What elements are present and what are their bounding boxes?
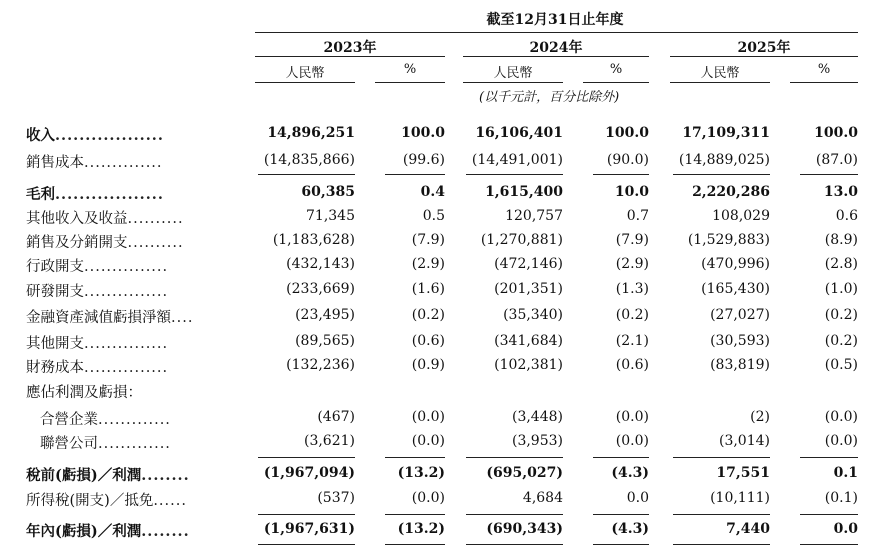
leader-dots: ............... [84, 336, 169, 352]
cell-percent: 10.0 [614, 184, 649, 200]
cell-amount: (1,270,881) [480, 232, 563, 248]
sum-rule-pretax-2023 [258, 457, 355, 458]
cell-percent: 0.4 [420, 184, 445, 200]
sum-rule-pretax-2025 [673, 457, 770, 458]
row-label-text: 所得稅(開支)／抵免 [26, 493, 154, 509]
total-rule-2024 [466, 544, 563, 545]
row-label [40, 408, 171, 429]
total-rule-2025-pct [800, 544, 858, 545]
sum-rule-cost-2023-pct [385, 174, 445, 175]
year-2025: 2025年 [737, 40, 791, 56]
row-label [26, 306, 193, 327]
cell-amount: 17,551 [716, 465, 770, 481]
row-label [26, 356, 168, 377]
cell-amount: (233,669) [286, 281, 355, 297]
cell-amount: (470,996) [701, 256, 770, 272]
leader-dots: ............... [84, 284, 169, 300]
leader-dots: .......... [127, 211, 184, 227]
cell-percent: (2.9) [615, 256, 649, 272]
cell-percent: (0.2) [615, 307, 649, 323]
cell-amount: 2,220,286 [692, 184, 770, 200]
year-rule-2025 [670, 56, 858, 57]
cell-amount: (1,967,094) [263, 465, 355, 481]
cell-percent: (99.6) [402, 152, 445, 168]
cell-amount: (472,146) [494, 256, 563, 272]
cell-percent: (0.2) [411, 307, 445, 323]
cell-percent: (2.1) [615, 333, 649, 349]
cell-amount: 71,345 [306, 208, 355, 224]
row-label-text: 行政開支 [26, 259, 84, 275]
row-label-text: 財務成本 [26, 360, 84, 376]
cell-percent: (0.2) [824, 307, 858, 323]
cell-amount: 14,896,251 [267, 125, 355, 141]
cell-percent: 0.0 [833, 521, 858, 537]
cell-amount: (1,967,631) [263, 521, 355, 537]
leader-dots: ............... [84, 360, 169, 376]
row-label [26, 280, 168, 301]
row-label [26, 183, 164, 204]
cell-amount: 7,440 [726, 521, 770, 537]
cell-percent: (0.2) [824, 333, 858, 349]
cell-percent: (87.0) [815, 152, 858, 168]
leader-dots: .... [171, 310, 194, 326]
cell-amount: 120,757 [505, 208, 563, 224]
cell-percent: (13.2) [397, 465, 445, 481]
cell-amount: (537) [317, 490, 355, 506]
year-rule-2023 [255, 56, 445, 57]
total-rule-2023 [258, 544, 355, 545]
year-rule-2024 [463, 56, 649, 57]
sub-rule-rmb-2023 [255, 82, 355, 83]
cell-amount: (432,143) [286, 256, 355, 272]
cell-percent: (2.8) [824, 256, 858, 272]
leader-dots: ............. [98, 412, 171, 428]
cell-percent: (13.2) [397, 521, 445, 537]
row-label-text: 毛利 [26, 186, 55, 203]
row-label-text: 應佔利潤及虧損： [26, 385, 142, 401]
leader-dots: ............. [98, 436, 171, 452]
year-2023: 2023年 [323, 40, 377, 56]
cell-percent: (0.0) [615, 433, 649, 449]
cell-amount: (35,340) [503, 307, 563, 323]
sub-rule-rmb-2024 [463, 82, 563, 83]
cell-amount: (10,111) [710, 490, 770, 506]
sum-rule-cost-2023 [258, 174, 355, 175]
row-label [26, 151, 163, 172]
sum-rule-pretax-2023-pct [385, 457, 445, 458]
cell-percent: (0.0) [615, 409, 649, 425]
sum-rule-cost-2025 [673, 174, 770, 175]
row-label [26, 231, 184, 252]
sub-rule-rmb-2025 [670, 82, 770, 83]
leader-dots: .......... [127, 235, 184, 251]
cell-amount: (14,835,866) [263, 152, 355, 168]
row-label-text: 收入 [26, 127, 55, 144]
cell-percent: (4.3) [611, 521, 649, 537]
cell-amount: (83,819) [710, 357, 770, 373]
cell-percent: (0.6) [615, 357, 649, 373]
cell-amount: (3,953) [511, 433, 563, 449]
cell-percent: (1.0) [824, 281, 858, 297]
row-label-text: 其他收入及收益 [26, 211, 128, 227]
cell-percent: (2.9) [411, 256, 445, 272]
col-pct-2024: % [609, 62, 623, 77]
sum-rule-tax-2023 [258, 514, 355, 515]
cell-amount: (132,236) [286, 357, 355, 373]
sum-rule-cost-2024-pct [593, 174, 649, 175]
cell-amount: (2) [750, 409, 770, 425]
cell-percent: (0.1) [824, 490, 858, 506]
sum-rule-tax-2024-pct [593, 514, 649, 515]
row-label-text: 稅前(虧損)／利潤 [26, 467, 142, 484]
cell-amount: (3,621) [303, 433, 355, 449]
cell-amount: (1,183,628) [272, 232, 355, 248]
row-label [26, 464, 190, 485]
cell-amount: (690,343) [486, 521, 563, 537]
row-label-text: 其他開支 [26, 336, 84, 352]
cell-amount: (89,565) [295, 333, 355, 349]
sum-rule-pretax-2024 [466, 457, 563, 458]
cell-percent: (0.6) [411, 333, 445, 349]
cell-amount: (341,684) [494, 333, 563, 349]
row-label-text: 聯營公司 [40, 436, 98, 452]
col-rmb-2025: 人民幣 [700, 66, 740, 81]
cell-amount: (165,430) [701, 281, 770, 297]
col-rmb-2023: 人民幣 [285, 66, 325, 81]
cell-percent: 100.0 [401, 125, 445, 141]
sum-rule-cost-2024 [466, 174, 563, 175]
unit-note: (以千元計，百分比除外) [479, 90, 620, 105]
total-rule-2024-pct [593, 544, 649, 545]
sum-rule-tax-2025 [673, 514, 770, 515]
cell-amount: 1,615,400 [485, 184, 563, 200]
row-label-text: 金融資產減值虧損淨額 [26, 310, 171, 326]
cell-percent: 0.7 [626, 208, 649, 224]
sum-rule-pretax-2024-pct [593, 457, 649, 458]
leader-dots: .................. [55, 186, 164, 203]
col-pct-2023: % [403, 62, 417, 77]
cell-amount: (1,529,883) [687, 232, 770, 248]
row-label-text: 合營企業 [40, 412, 98, 428]
cell-percent: (0.9) [411, 357, 445, 373]
cell-percent: (7.9) [615, 232, 649, 248]
cell-amount: (467) [317, 409, 355, 425]
cell-percent: (0.0) [411, 433, 445, 449]
total-rule-2025 [673, 544, 770, 545]
sub-rule-pct-2024 [583, 82, 649, 83]
cell-percent: (1.3) [615, 281, 649, 297]
row-label-text: 年內(虧損)／利潤 [26, 523, 142, 540]
cell-amount: 4,684 [522, 490, 563, 506]
row-label-text: 銷售及分銷開支 [26, 235, 128, 251]
cell-percent: 100.0 [605, 125, 649, 141]
cell-amount: (30,593) [710, 333, 770, 349]
cell-amount: 108,029 [712, 208, 770, 224]
year-2024: 2024年 [529, 40, 583, 56]
cell-percent: (8.9) [824, 232, 858, 248]
cell-amount: (23,495) [295, 307, 355, 323]
total-rule-2023-pct [385, 544, 445, 545]
leader-dots: .............. [84, 155, 163, 171]
row-label [26, 207, 184, 228]
sum-rule-tax-2024 [466, 514, 563, 515]
cell-percent: (1.6) [411, 281, 445, 297]
cell-amount: (102,381) [494, 357, 563, 373]
sum-rule-tax-2025-pct [800, 514, 858, 515]
row-label-text: 研發開支 [26, 284, 84, 300]
cell-amount: 17,109,311 [682, 125, 770, 141]
leader-dots: ........ [141, 523, 190, 540]
col-rmb-2024: 人民幣 [493, 66, 533, 81]
cell-percent: 0.1 [833, 465, 858, 481]
period-header: 截至12月31日止年度 [486, 12, 624, 28]
row-label [26, 332, 168, 353]
leader-dots: ........ [141, 467, 190, 484]
row-label-text: 銷售成本 [26, 155, 84, 171]
col-pct-2025: % [817, 62, 831, 77]
cell-amount: (14,889,025) [678, 152, 770, 168]
cell-percent: (0.0) [824, 433, 858, 449]
cell-percent: (0.0) [411, 490, 445, 506]
cell-percent: 13.0 [823, 184, 858, 200]
cell-amount: (14,491,001) [471, 152, 563, 168]
cell-percent: 0.0 [626, 490, 649, 506]
cell-amount: (27,027) [710, 307, 770, 323]
row-label [26, 489, 187, 510]
cell-amount: 16,106,401 [475, 125, 563, 141]
row-label [26, 520, 190, 541]
cell-amount: 60,385 [301, 184, 355, 200]
sum-rule-cost-2025-pct [800, 174, 858, 175]
leader-dots: .................. [55, 127, 164, 144]
cell-amount: (201,351) [494, 281, 563, 297]
row-label [40, 432, 171, 453]
cell-percent: 0.5 [422, 208, 445, 224]
cell-amount: (3,448) [511, 409, 563, 425]
sum-rule-pretax-2025-pct [800, 457, 858, 458]
row-label [26, 255, 168, 276]
header-rule-top [255, 32, 858, 33]
cell-percent: (90.0) [606, 152, 649, 168]
sub-rule-pct-2025 [790, 82, 858, 83]
cell-percent: (7.9) [411, 232, 445, 248]
sub-rule-pct-2023 [375, 82, 445, 83]
cell-percent: (0.0) [411, 409, 445, 425]
cell-percent: (0.5) [824, 357, 858, 373]
row-label [26, 381, 142, 402]
leader-dots: ............... [84, 259, 169, 275]
leader-dots: ...... [153, 493, 187, 509]
cell-amount: (3,014) [718, 433, 770, 449]
row-label [26, 124, 164, 145]
cell-amount: (695,027) [486, 465, 563, 481]
cell-percent: (4.3) [611, 465, 649, 481]
cell-percent: 0.6 [835, 208, 858, 224]
cell-percent: (0.0) [824, 409, 858, 425]
cell-percent: 100.0 [814, 125, 858, 141]
sum-rule-tax-2023-pct [385, 514, 445, 515]
